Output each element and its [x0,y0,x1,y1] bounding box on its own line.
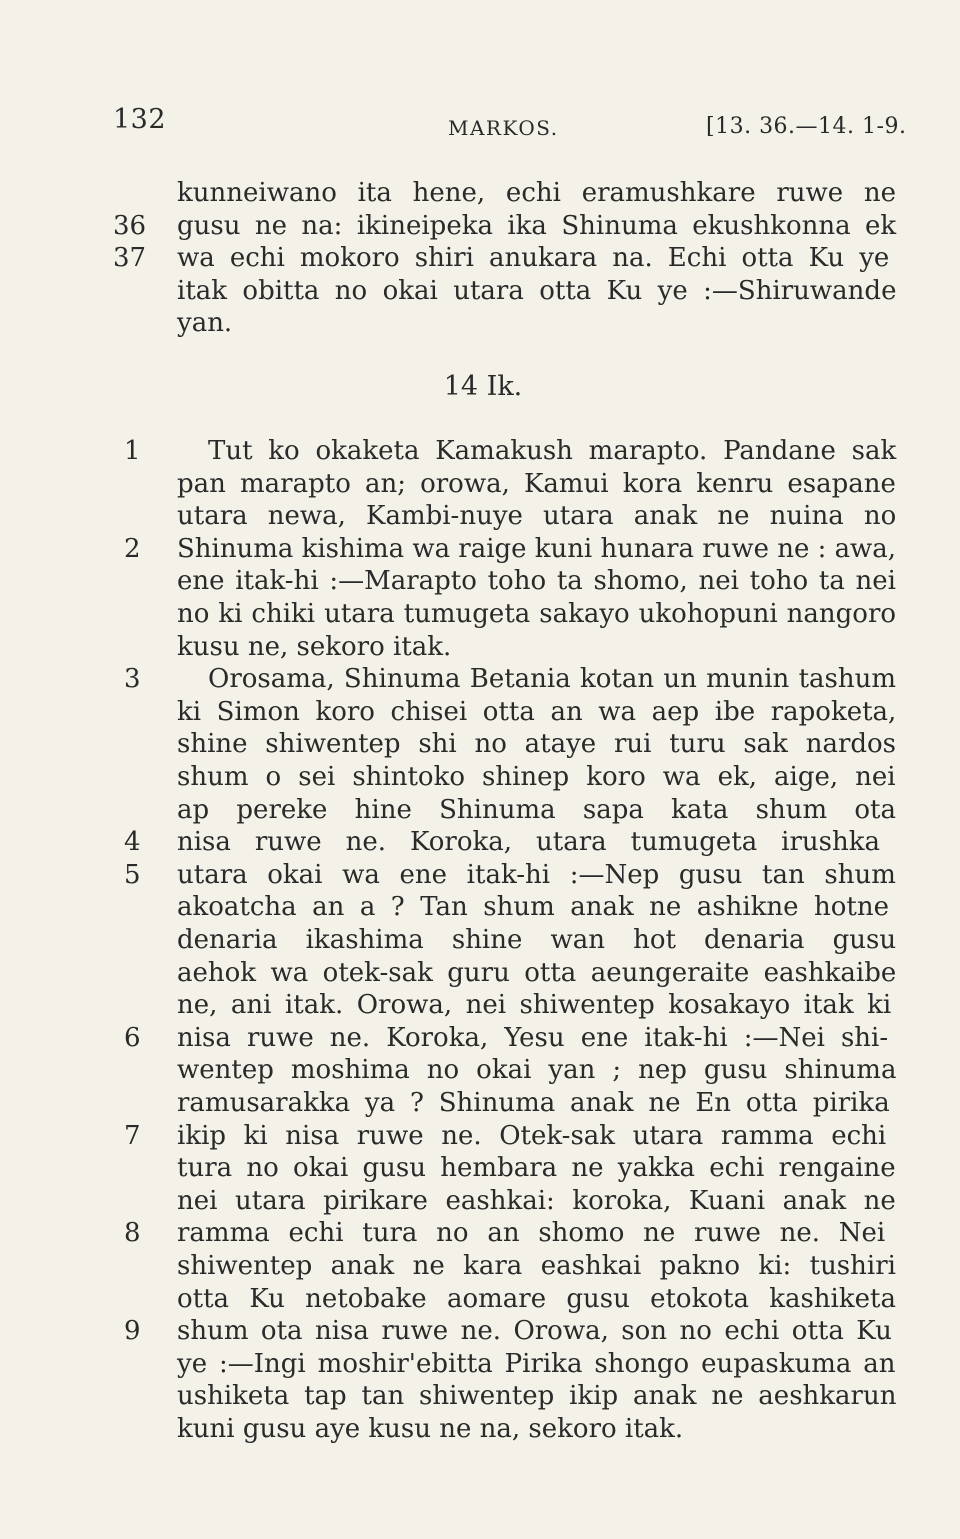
text-line [0,1053,960,1087]
text-line [0,564,960,598]
text-line [0,662,960,696]
chapter-heading: 14 Ik. [443,371,523,402]
line-text: ki Simon koro chisei otta an wa aep ibe rapoketa, [177,696,897,727]
line-text: nisa ruwe ne. Koroka, utara tumugeta irushka [177,827,881,858]
line-text: ye :—Ingi moshir'ebitta Pirika shongo eupaskuma an [177,1348,896,1379]
line-text: nisa ruwe ne. Koroka, Yesu ene itak-hi :—Nei shi- [177,1022,889,1053]
text-line [0,858,960,892]
line-text: utara newa, Kambi-nuye utara anak ne nuina no [177,501,897,532]
verse-number: 6 [124,1022,141,1053]
text-line [0,1119,960,1153]
line-text: shiwentep anak ne kara eashkai pakno ki: tushiri [177,1251,896,1281]
line-text: itak obitta no okai utara otta Ku ye :—Shiruwande [177,275,897,306]
line-text: shum o sei shintoko shinep koro wa ek, aige, nei [177,762,896,792]
text-line [0,306,960,340]
running-title: MARKOS. [448,116,559,140]
verse-number: 2 [124,533,141,564]
text-line [0,890,960,924]
line-text: yan. [177,308,233,339]
text-line [0,793,960,827]
text-line [0,825,960,859]
verse-number: 5 [124,859,141,890]
text-line [0,1347,960,1381]
verse-number: 7 [124,1120,141,1151]
text-line [0,956,960,990]
line-text: Tut ko okaketa Kamakush marapto. Pandane sak [208,436,897,466]
text-line [0,1086,960,1120]
text-line [0,727,960,761]
line-text: ramusarakka ya ? Shinuma anak ne En otta pirika [177,1088,890,1118]
chapter-reference: [13. 36.—14. 1-9. [706,114,907,139]
text-line [0,467,960,501]
line-text: wentep moshima no okai yan ; nep gusu shinuma [177,1055,897,1086]
line-text: pan marapto an; orowa, Kamui kora kenru esapane [177,468,896,499]
text-line [0,532,960,566]
text-line [0,1249,960,1283]
text-line [0,1184,960,1218]
text-line [0,760,960,794]
text-line [0,1379,960,1413]
line-text: ushiketa tap tan shiwentep ikip anak ne aeshkarun [177,1381,897,1412]
line-text: kunneiwano ita hene, echi eramushkare ruwe ne [177,178,897,208]
text-line [0,274,960,308]
line-text: kuni gusu aye kusu ne na, sekoro itak. [177,1414,684,1444]
line-text: Shinuma kishima wa raige kuni hunara ruwe ne : awa, [177,533,897,564]
text-line [0,1216,960,1250]
text-line [0,1314,960,1348]
line-text: ikip ki nisa ruwe ne. Otek-sak utara ramma echi [177,1120,887,1151]
verse-number: 4 [124,827,141,858]
line-text: aehok wa otek-sak guru otta aeungeraite eashkaibe [177,957,897,988]
line-text: denaria ikashima shine wan hot denaria gusu [177,925,897,955]
line-text: wa echi mokoro shiri anukara na. Echi otta Ku ye [177,243,890,274]
text-line [0,630,960,664]
line-text: akoatcha an a ? Tan shum anak ne ashikne hotne [177,892,889,923]
line-text: shine shiwentep shi no ataye rui turu sak nardos [177,729,897,760]
text-line [0,597,960,631]
line-text: tura no okai gusu hembara ne yakka echi rengaine [177,1153,896,1184]
line-text: nei utara pirikare eashkai: koroka, Kuani anak ne [177,1185,896,1216]
text-line [0,1021,960,1055]
text-line [0,1282,960,1316]
line-text: no ki chiki utara tumugeta sakayo ukohopuni nangoro [177,599,897,629]
line-text: shum ota nisa ruwe ne. Orowa, son no echi otta Ku [177,1316,892,1347]
line-text: ene itak-hi :—Marapto toho ta shomo, nei toho ta nei [177,566,896,597]
verse-number: 9 [124,1316,141,1347]
verse-number: 1 [124,436,141,466]
text-line [0,988,960,1022]
line-text: ne, ani itak. Orowa, nei shiwentep kosakayo itak ki [177,990,892,1021]
text-line [0,1412,960,1446]
line-text: gusu ne na: ikineipeka ika Shinuma ekushkonna ek [177,210,897,241]
verse-number: 3 [124,664,141,695]
text-line [0,695,960,729]
line-text: kusu ne, sekoro itak. [177,631,452,662]
line-text: ramma echi tura no an shomo ne ruwe ne. Nei [177,1218,886,1249]
text-line [0,923,960,957]
text-line [0,241,960,275]
text-line [0,434,960,468]
text-line [0,1151,960,1185]
line-text: otta Ku netobake aomare gusu etokota kashiketa [177,1283,896,1314]
text-line [0,499,960,533]
page-header [0,104,960,144]
verse-number: 8 [124,1218,141,1249]
text-line [0,176,960,210]
verse-number: 37 [113,243,147,274]
page-number: 132 [113,104,167,135]
text-line [0,209,960,243]
line-text: Orosama, Shinuma Betania kotan un munin tashum [208,664,897,695]
verse-number: 36 [113,210,147,241]
line-text: ap pereke hine Shinuma sapa kata shum ota [177,794,896,825]
line-text: utara okai wa ene itak-hi :—Nep gusu tan shum [177,859,896,890]
